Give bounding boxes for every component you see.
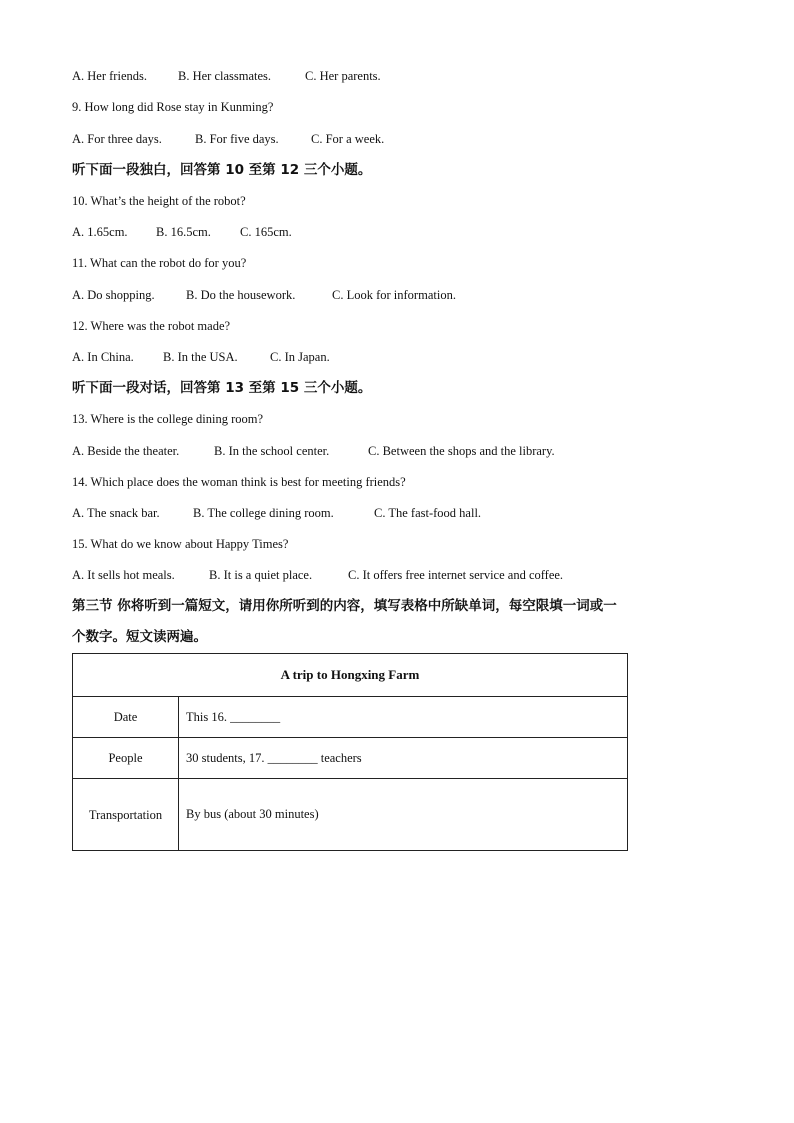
- table-row: [73, 779, 628, 851]
- section3-instruction-line1: 第三节 你将听到一篇短文，请用你所听到的内容，填写表格中所缺单词，每空限填一词或一: [72, 598, 617, 614]
- table-title-row: [73, 654, 628, 697]
- q14-option-c: C. The fast-food hall.: [374, 506, 482, 520]
- q11-question: 11. What can the robot do for you?: [72, 256, 247, 270]
- q8-option-c: C. Her parents.: [305, 69, 381, 83]
- q13-option-c: C. Between the shops and the library.: [368, 444, 555, 458]
- table-label-transportation: Transportation: [73, 779, 179, 851]
- table-title: A trip to Hongxing Farm: [73, 654, 628, 697]
- q10-option-c: C. 165cm.: [240, 225, 292, 239]
- q8-option-b: B. Her classmates.: [178, 69, 272, 83]
- q12-option-b: B. In the USA.: [163, 350, 238, 364]
- trip-info-table: [72, 653, 628, 851]
- q14-options: [72, 505, 481, 521]
- section3-instruction-line2: 个数字。短文读两遍。: [72, 629, 207, 645]
- table-value-people: 30 students, 17. ________ teachers: [179, 738, 628, 779]
- q15-option-b: B. It is a quiet place.: [209, 568, 313, 582]
- table-value-transportation: By bus (about 30 minutes): [179, 779, 628, 851]
- section-heading-monologue: 听下面一段独白，回答第 10 至第 12 三个小题。: [72, 162, 372, 178]
- q9-option-b: B. For five days.: [195, 132, 279, 146]
- q8-options: [72, 68, 381, 84]
- table-value-date: This 16. ________: [179, 697, 628, 738]
- q14-question: 14. Which place does the woman think is best for meeting friends?: [72, 475, 406, 489]
- q9-option-a: A. For three days.: [72, 132, 162, 146]
- q8-option-a: A. Her friends.: [72, 69, 147, 83]
- table-label-people: People: [73, 738, 179, 779]
- q13-options: [72, 443, 555, 459]
- q11-option-b: B. Do the housework.: [186, 288, 296, 302]
- q12-question: 12. Where was the robot made?: [72, 319, 231, 333]
- q10-option-a: A. 1.65cm.: [72, 225, 128, 239]
- q13-option-b: B. In the school center.: [214, 444, 330, 458]
- q15-option-c: C. It offers free internet service and coffee.: [348, 568, 564, 582]
- section-heading-dialogue: 听下面一段对话，回答第 13 至第 15 三个小题。: [72, 380, 372, 396]
- table-row: [73, 697, 628, 738]
- q15-options: [72, 567, 563, 583]
- q12-option-c: C. In Japan.: [270, 350, 330, 364]
- q14-option-a: A. The snack bar.: [72, 506, 160, 520]
- table-row: [73, 738, 628, 779]
- q11-option-c: C. Look for information.: [332, 288, 456, 302]
- q10-options: [72, 224, 292, 240]
- q14-option-b: B. The college dining room.: [193, 506, 334, 520]
- q10-option-b: B. 16.5cm.: [156, 225, 211, 239]
- q9-question: 9. How long did Rose stay in Kunming?: [72, 100, 274, 114]
- q11-options: [72, 287, 456, 303]
- q13-question: 13. Where is the college dining room?: [72, 412, 264, 426]
- q13-option-a: A. Beside the theater.: [72, 444, 180, 458]
- q9-option-c: C. For a week.: [311, 132, 385, 146]
- q11-option-a: A. Do shopping.: [72, 288, 155, 302]
- q12-option-a: A. In China.: [72, 350, 134, 364]
- q10-question: 10. What’s the height of the robot?: [72, 194, 246, 208]
- q12-options: [72, 349, 330, 365]
- q9-options: [72, 131, 384, 147]
- q15-option-a: A. It sells hot meals.: [72, 568, 175, 582]
- q15-question: 15. What do we know about Happy Times?: [72, 537, 289, 551]
- table-label-date: Date: [73, 697, 179, 738]
